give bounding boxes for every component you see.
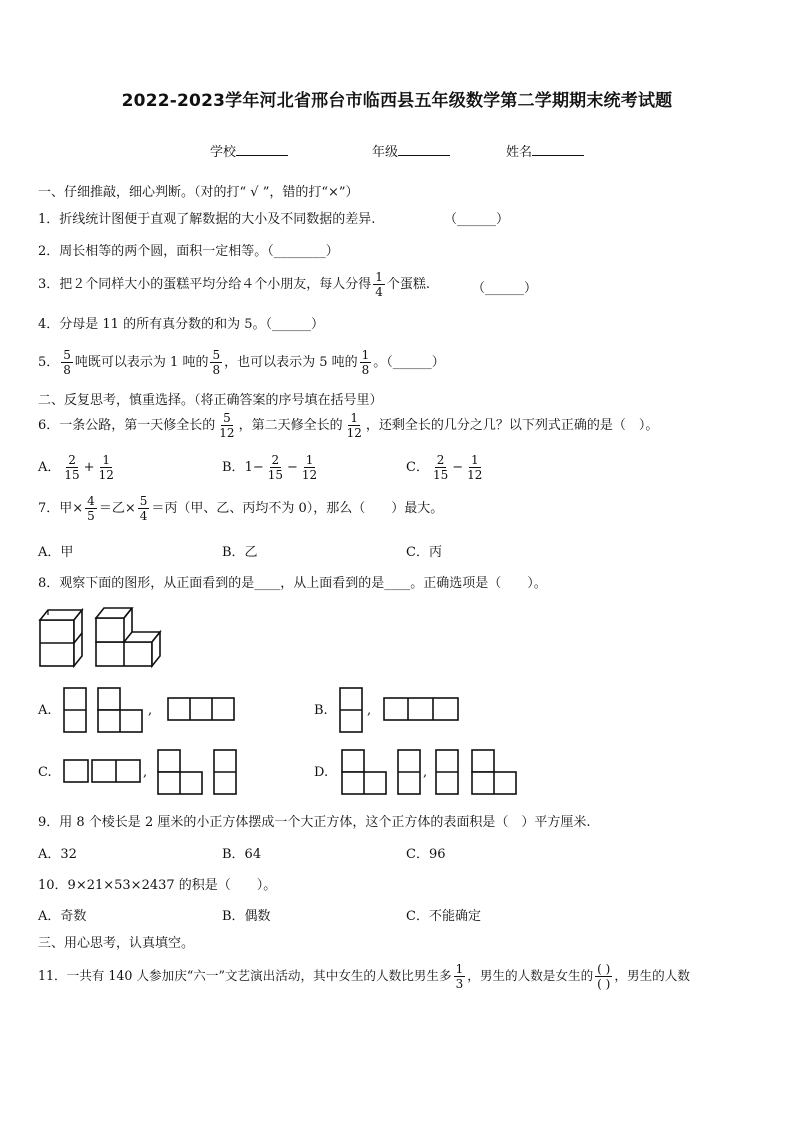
question-8: 8．观察下面的图形，从正面看到的是____，从上面看到的是____。正确选项是（ ）。	[38, 576, 547, 591]
fraction: $\frac{5}{8}$	[212, 348, 221, 377]
section-3-heading: 三、用心思考，认真填空。	[38, 936, 195, 951]
question-3-answer-paren[interactable]: （______）	[472, 281, 538, 296]
q10-option-c[interactable]: C．不能确定	[406, 909, 481, 924]
q8-option-c-comma: ,	[143, 765, 148, 780]
question-7: 7．甲× $\frac{4}{5}$ ＝乙× $\frac{5}{4}$ ＝丙（甲、乙、丙均不为 0），那么（ ）最大。	[38, 494, 444, 523]
question-6: 6．一条公路，第一天修全长的 $\frac{5}{12}$ ，第二天修全长的 $\frac{1}{12}$ ，还剩全长的几分之几？以下列式正确的是（ ）。	[38, 411, 659, 440]
question-3-text-a: 3．把２个同样大小的蛋糕平均分给４个小朋友，每人分得	[38, 277, 372, 292]
fraction: $\frac{5}{4}$	[139, 494, 148, 523]
question-5: 5． $\frac{5}{8}$ 吨既可以表示为 1 吨的 $\frac{5}{8}$ ，也可以表示为 5 吨的 $\frac{1}{8}$ 。（______）	[38, 348, 445, 377]
question-1-text: 1．折线统计图便于直观了解数据的大小及不同数据的差异.	[38, 212, 376, 227]
cube-figures-3d	[36, 600, 166, 672]
page-title: 2022-2023学年河北省邢台市临西县五年级数学第二学期期末统考试题	[121, 91, 673, 111]
q8-option-c-label[interactable]: C.	[38, 765, 52, 780]
fraction: $\frac{4}{5}$	[87, 494, 95, 523]
q8-option-a-figures	[62, 686, 252, 736]
grade-field	[372, 141, 450, 160]
question-2: 2．周长相等的两个圆，面积一定相等。（________）	[38, 244, 339, 259]
question-11: 11．一共有 140 人参加庆“六一”文艺演出活动，其中女生的人数比男生多 $\frac{1}{3}$ ，男生的人数是女生的 $\frac{( )}{( )}$ ，男生的人数	[38, 962, 690, 991]
q8-option-b-label[interactable]: B.	[314, 703, 328, 718]
question-4: 4．分母是 11 的所有真分数的和为 5。（______）	[38, 317, 324, 332]
fraction: $\frac{5}{8}$	[63, 348, 71, 377]
q6-option-b[interactable]: B．1− $\frac{2}{15}$ − $\frac{1}{12}$	[222, 453, 318, 482]
q8-option-b-figures	[338, 686, 468, 736]
section-1-heading: 一、仔细推敲，细心判断。（对的打“ √ ”，错的打“×”）	[38, 185, 359, 200]
fraction: $\frac{5}{12}$	[219, 411, 235, 440]
q8-option-a-comma: ,	[148, 703, 153, 718]
q9-option-a[interactable]: A．32	[38, 847, 77, 862]
name-field	[506, 141, 584, 160]
question-9: 9．用 8 个棱长是 2 厘米的小正方体摆成一个大正方体，这个正方体的表面积是（ ）平方厘米.	[38, 815, 591, 830]
q9-option-c[interactable]: C．96	[406, 847, 446, 862]
q7-option-a[interactable]: A．甲	[38, 545, 74, 560]
fraction: $\frac{1}{4}$	[375, 270, 383, 299]
section-2-heading: 二、反复思考，慎重选择。（将正确答案的序号填在括号里）	[38, 393, 383, 408]
fraction-blank[interactable]: $\frac{( )}{( )}$	[597, 962, 611, 991]
q6-option-c[interactable]: C． $\frac{2}{15}$ − $\frac{1}{12}$	[406, 453, 483, 482]
q7-option-c[interactable]: C．丙	[406, 545, 442, 560]
cube-l-shape-right	[96, 608, 160, 666]
cube-stack-left	[40, 610, 82, 666]
question-10: 10．9×21×53×2437 的积是（ ）。	[38, 878, 277, 893]
question-3-text-b: 个蛋糕.	[386, 277, 431, 292]
q8-option-d-figures	[340, 748, 530, 798]
q6-option-a[interactable]: A． $\frac{2}{15}$ + $\frac{1}{12}$	[38, 453, 114, 482]
question-1	[38, 208, 375, 227]
fraction: $\frac{1}{8}$	[361, 348, 370, 377]
fraction: $\frac{1}{3}$	[455, 962, 464, 991]
q10-option-a[interactable]: A．奇数	[38, 909, 87, 924]
q8-option-a-label[interactable]: A.	[38, 703, 52, 718]
question-3	[38, 270, 430, 299]
q10-option-b[interactable]: B．偶数	[222, 909, 271, 924]
q7-option-b[interactable]: B．乙	[222, 545, 258, 560]
q9-option-b[interactable]: B．64	[222, 847, 262, 862]
q8-option-c-figures	[62, 748, 242, 798]
grade-label: 年级	[372, 145, 399, 160]
question-1-answer-paren[interactable]: （______）	[444, 212, 510, 227]
q8-option-b-comma: ,	[367, 703, 372, 718]
name-label: 姓名	[506, 145, 533, 160]
q8-option-d-label[interactable]: D.	[314, 765, 329, 780]
q8-option-d-comma: ,	[423, 765, 428, 780]
school-field	[210, 141, 288, 160]
grade-blank[interactable]	[398, 143, 450, 156]
school-label: 学校	[210, 145, 237, 160]
fraction: $\frac{1}{12}$	[346, 411, 362, 440]
school-blank[interactable]	[236, 143, 288, 156]
name-blank[interactable]	[532, 143, 584, 156]
